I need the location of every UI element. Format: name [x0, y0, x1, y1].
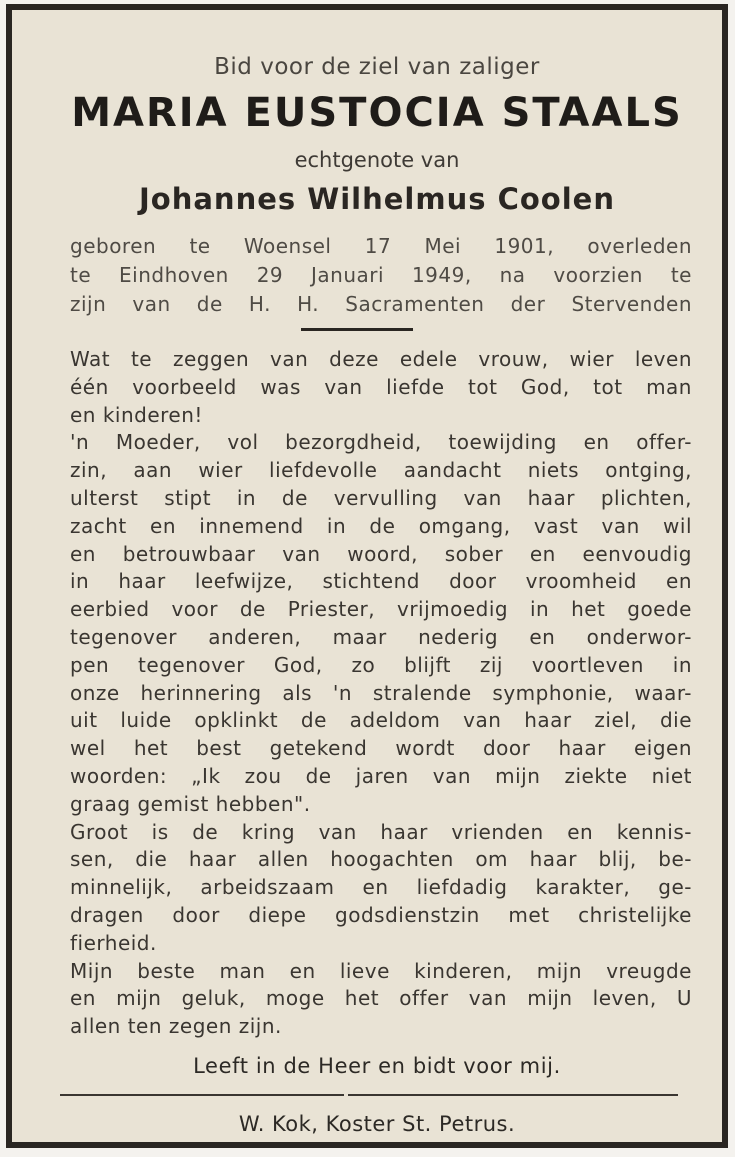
memorial-card: [6, 4, 728, 1148]
intro-line: Bid voor de ziel van zaliger: [214, 54, 540, 80]
eulogy-line: Wat te zeggen van deze edele vrouw, wier leven: [70, 347, 692, 371]
deceased-name: MARIA EUSTOCIA STAALS: [71, 90, 683, 136]
eulogy-line: wel het best getekend wordt door haar eigen: [70, 736, 692, 761]
eulogy-line: tegenover anderen, maar nederig en onderwor-: [70, 624, 692, 649]
spouse-intro: echtgenote van: [294, 148, 460, 172]
eulogy-line: één voorbeeld was van liefde tot God, tot man: [70, 374, 692, 399]
eulogy-line: onze herinnering als 'n stralende symphonie, waar-: [70, 680, 692, 705]
eulogy-line: 'n Moeder, vol bezorgdheid, toewijding en offer-: [70, 430, 692, 455]
birth-death-details: [70, 232, 692, 319]
eulogy-line: zacht en innemend in de omgang, vast van wil: [70, 513, 692, 538]
eulogy-text: [70, 346, 692, 1041]
birth-line: te Eindhoven 29 Januari 1949, na voorzien te: [70, 263, 692, 287]
divider: [301, 328, 413, 331]
birth-line: geboren te Woensel 17 Mei 1901, overleden: [70, 234, 692, 258]
bottom-divider: [60, 1094, 344, 1096]
eulogy-line: graag gemist hebben".: [70, 791, 311, 816]
eulogy-line: woorden: „Ik zou de jaren van mijn ziekte niet: [70, 763, 692, 788]
eulogy-line: en mijn geluk, moge het offer van mijn leven, U: [70, 986, 692, 1011]
eulogy-line: eerbied voor de Priester, vrijmoedig in het goede: [70, 597, 692, 622]
bottom-divider: [348, 1094, 678, 1096]
printer-credit: W. Kok, Koster St. Petrus.: [238, 1112, 516, 1136]
eulogy-line: minnelijk, arbeidszaam en liefdadig karakter, ge-: [70, 875, 692, 900]
eulogy-line: ulterst stipt in de vervulling van haar plichten,: [70, 485, 692, 510]
eulogy-line: Groot is de kring van haar vrienden en kennis-: [70, 819, 692, 844]
eulogy-line: en betrouwbaar van woord, sober en eenvoudig: [70, 541, 692, 566]
eulogy-line: dragen door diepe godsdienstzin met christelijke: [70, 902, 692, 927]
eulogy-line: pen tegenover God, zo blijft zij voortleven in: [70, 652, 692, 677]
eulogy-line: in haar leefwijze, stichtend door vroomheid en: [70, 569, 692, 594]
eulogy-line: zin, aan wier liefdevolle aandacht niets ontging,: [70, 458, 692, 483]
spouse-name: Johannes Wilhelmus Coolen: [139, 182, 615, 216]
eulogy-line: Mijn beste man en lieve kinderen, mijn vreugde: [70, 958, 692, 983]
eulogy-line: uit luide opklinkt de adeldom van haar ziel, die: [70, 708, 692, 733]
eulogy-line: fierheid.: [70, 930, 157, 955]
eulogy-line: allen ten zegen zijn.: [70, 1014, 282, 1039]
birth-line: zijn van de H. H. Sacramenten der Stervenden: [70, 292, 692, 316]
eulogy-line: sen, die haar allen hoogachten om haar blij, be-: [70, 847, 692, 872]
closing-prayer: Leeft in de Heer en bidt voor mij.: [193, 1054, 561, 1078]
eulogy-line: en kinderen!: [70, 402, 203, 427]
